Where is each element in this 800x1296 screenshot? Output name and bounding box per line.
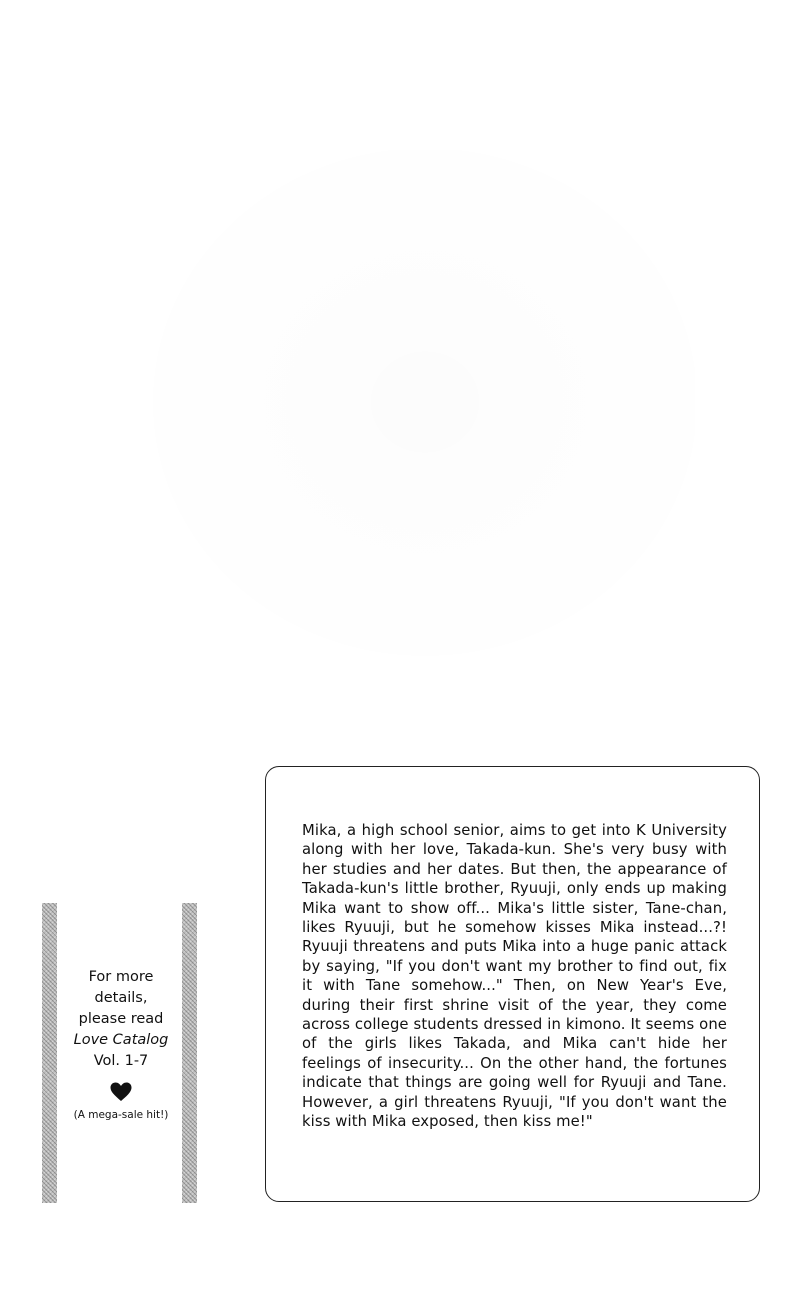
heart-icon xyxy=(109,1080,133,1104)
screentone-bar-left xyxy=(42,903,57,1203)
screentone-bar-right xyxy=(182,903,197,1203)
side-note-line: details, xyxy=(94,990,148,1006)
side-note-line: please read xyxy=(78,1011,164,1027)
summary-box xyxy=(265,766,760,1202)
side-note xyxy=(42,903,198,1203)
volume-range: Vol. 1-7 xyxy=(93,1053,149,1069)
book-title: Love Catalog xyxy=(73,1032,169,1048)
side-note-footnote: (A mega-sale hit!) xyxy=(73,1109,169,1121)
summary-text: Mika, a high school senior, aims to get into K University along with her love, Takada-kun. She's very busy with her studies and her dates. But then, the appearance of Takada-kun's little brother, Ryuuji, only ends up making Mika want to show off... Mika's little sister, Tane-chan, likes Ryuuji, but he somehow kisses Mika instead...?! Ryuuji threatens and puts Mika into a huge panic attack by saying, "If you don't want my brother to find out, fix it with Tane somehow..." Then, on New Year's Eve, during their first shrine visit of the year, they come across college students dressed in kimono. It seems one of the girls likes Takada, and Mika can't hide her feelings of insecurity... On the other hand, the fortunes indicate that things are going well for Ryuuji and Tane. However, a girl threatens Ryuuji, "If you don't want the kiss with Mika exposed, then kiss me!" xyxy=(302,822,727,1131)
side-note-line: For more xyxy=(88,969,154,985)
paper-shading xyxy=(95,150,695,710)
side-note-text xyxy=(60,967,182,1122)
